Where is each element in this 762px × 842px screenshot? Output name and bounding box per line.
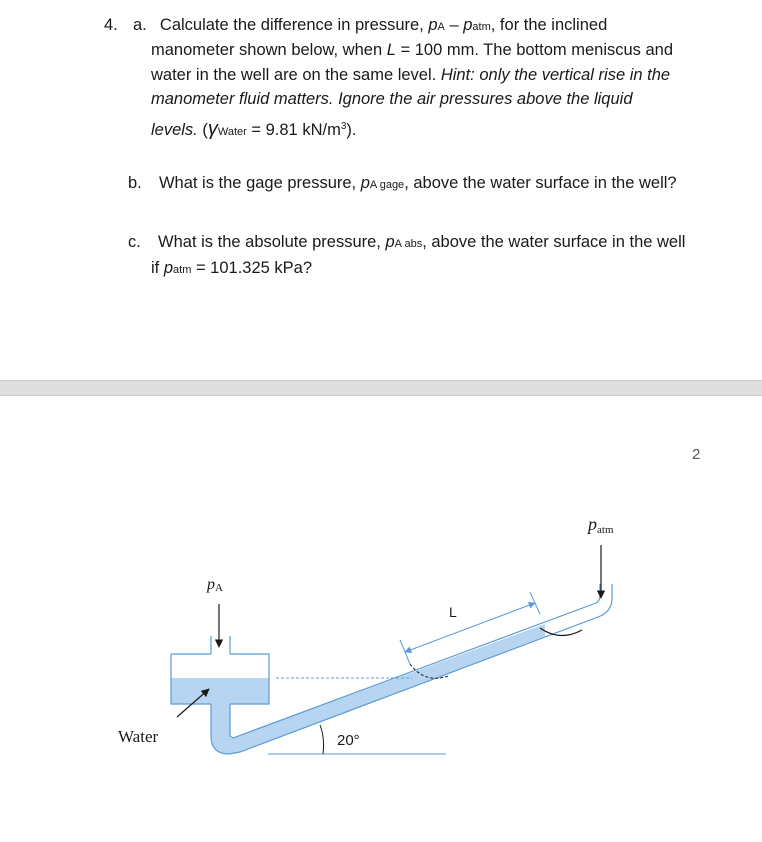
part-b-label: b. [128,174,142,192]
tube-outline-upper [230,584,600,738]
part-c-label: c. [128,233,141,251]
L-tick-right [530,592,540,614]
angle-label: 20° [337,732,360,749]
question-4c-line-2: if patm = 101.325 kPa? [151,259,313,277]
question-4c-line-1: c. What is the absolute pressure, pA abs, above the water surface in the well [128,233,686,251]
page-number: 2 [692,446,701,463]
question-number: 4. [104,16,118,34]
question-4b: b. What is the gage pressure, pA gage, above the water surface in the well? [128,174,677,192]
well-water-fill [171,678,269,704]
gamma-symbol: γ [207,118,218,140]
L-label: L [449,604,457,620]
question-4a-line-3: water in the well are on the same level. Hint: only the vertical rise in the [151,66,671,84]
water-label: Water [118,727,159,746]
tube-upper-empty [545,606,598,636]
question-4a-line-5: levels. (γWater = 9.81 $kN/m^3$). [151,118,357,140]
question-4a-line-2: manometer shown below, when L = 100 mm. The bottom meniscus and [151,41,674,59]
question-4a-line-1: 4. a. Calculate the difference in pressure, pA – patm, for the inclined [104,16,608,34]
patm-label: patm [588,514,614,536]
pA-label: pA [207,576,223,594]
angle-arc [320,725,324,754]
question-4a-line-4: manometer fluid matters. Ignore the air pressures above the liquid [151,90,633,108]
part-a-label: a. [132,16,147,34]
L-tick-left [400,640,410,664]
